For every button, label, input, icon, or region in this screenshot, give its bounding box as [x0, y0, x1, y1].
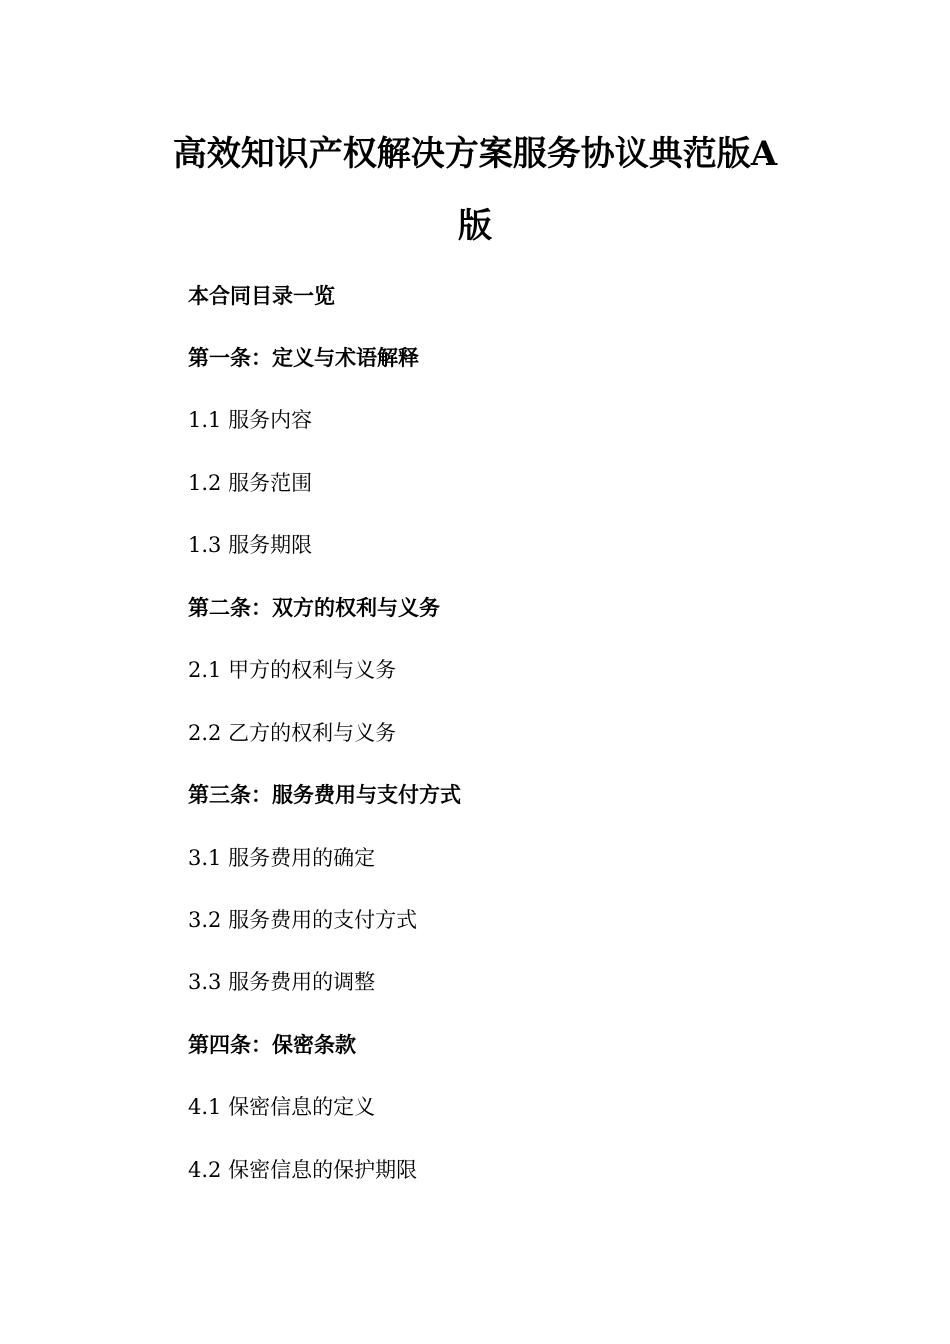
toc-item-1-2: 1.2 服务范围	[188, 471, 313, 495]
toc-item-4-1: 4.1 保密信息的定义	[188, 1095, 376, 1119]
document-title: 高效知识产权解决方案服务协议典范版A	[172, 134, 778, 174]
toc-article-3: 第三条：服务费用与支付方式	[188, 782, 461, 807]
toc-item-1-3: 1.3 服务期限	[188, 533, 313, 557]
toc-article-1: 第一条：定义与术语解释	[188, 345, 419, 370]
toc-item-3-3: 3.3 服务费用的调整	[188, 970, 376, 994]
toc-item-3-1: 3.1 服务费用的确定	[188, 846, 376, 870]
toc-heading: 本合同目录一览	[188, 283, 335, 308]
toc-item-3-2: 3.2 服务费用的支付方式	[188, 908, 418, 932]
document-title-continued: 版	[458, 206, 492, 246]
toc-item-4-2: 4.2 保密信息的保护期限	[188, 1158, 418, 1182]
toc-item-1-1: 1.1 服务内容	[188, 408, 313, 432]
toc-article-4: 第四条：保密条款	[188, 1032, 356, 1057]
toc-article-2: 第二条：双方的权利与义务	[188, 595, 440, 620]
toc-item-2-1: 2.1 甲方的权利与义务	[188, 658, 397, 682]
toc-item-2-2: 2.2 乙方的权利与义务	[188, 721, 397, 745]
